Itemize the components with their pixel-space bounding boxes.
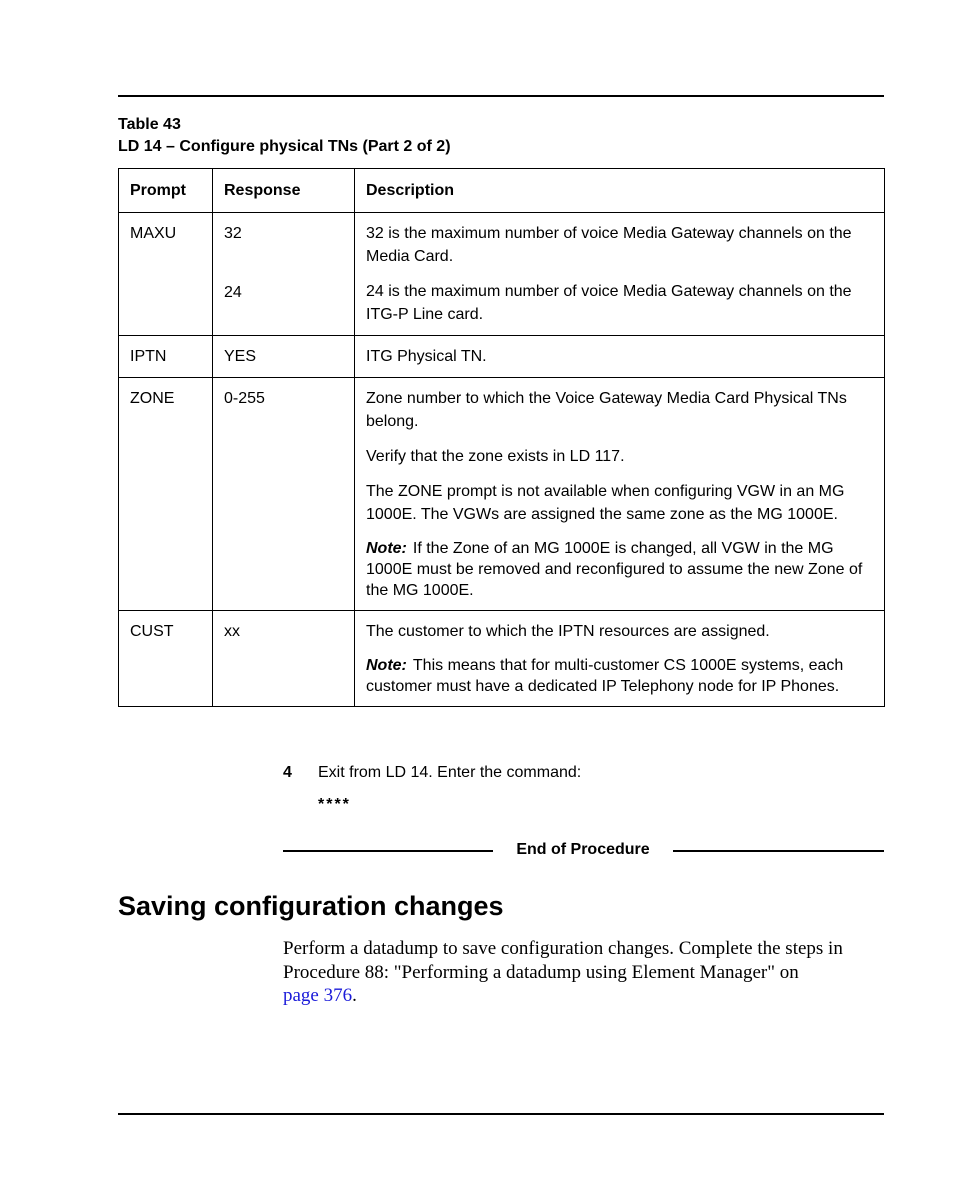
- response-cell: YES: [213, 336, 355, 378]
- description-cell: [355, 378, 885, 611]
- step-text: Exit from LD 14. Enter the command:: [318, 764, 582, 781]
- table-row: [119, 611, 885, 707]
- response-cell: xx: [213, 611, 355, 707]
- description-cell: [355, 213, 885, 336]
- header-prompt: Prompt: [119, 169, 213, 213]
- table-caption: [118, 114, 451, 158]
- description-text: Verify that the zone exists in LD 117.: [366, 448, 625, 465]
- page-link[interactable]: page 376: [283, 985, 353, 1006]
- description-text: 24 is the maximum number of voice Media Gateway channels on the ITG-P Line card.: [366, 283, 852, 323]
- step-command: ****: [318, 796, 351, 813]
- note-text: This means that for multi-customer CS 1000E systems, each customer must have a dedicated IP Telephony node for IP Phones.: [366, 657, 844, 695]
- note-label: Note:: [366, 657, 407, 674]
- section-paragraph: [283, 937, 883, 1008]
- note-label: Note:: [366, 540, 407, 557]
- header-rule: [118, 95, 884, 97]
- table-row: [119, 336, 885, 378]
- description-text: The customer to which the IPTN resources are assigned.: [366, 623, 770, 640]
- note-text: If the Zone of an MG 1000E is changed, all VGW in the MG 1000E must be removed and reconfigured to assume the new Zone of the MG 1000E.: [366, 540, 863, 599]
- header-response: Response: [213, 169, 355, 213]
- prompt-cell: CUST: [119, 611, 213, 707]
- description-cell: ITG Physical TN.: [355, 336, 885, 378]
- table-row: [119, 213, 885, 336]
- paragraph-text: Perform a datadump to save configuration changes. Complete the steps in Procedure 88: "Performing a datadump using Element Manager" on: [283, 938, 843, 983]
- prompt-cell: IPTN: [119, 336, 213, 378]
- footer-rule: [118, 1113, 884, 1115]
- table-title: LD 14 – Configure physical TNs (Part 2 of 2): [118, 138, 451, 155]
- prompt-cell: ZONE: [119, 378, 213, 611]
- description-cell: [355, 611, 885, 707]
- note: [366, 655, 873, 697]
- configure-tns-table: [118, 168, 885, 707]
- end-of-procedure-rule-right: [673, 850, 884, 852]
- description-text: 32 is the maximum number of voice Media Gateway channels on the Media Card.: [366, 225, 852, 265]
- end-of-procedure-rule-left: [283, 850, 493, 852]
- description-text: The ZONE prompt is not available when configuring VGW in an MG 1000E. The VGWs are assigned the same zone as the MG 1000E.: [366, 483, 845, 523]
- response-value: 24: [224, 284, 242, 301]
- note: [366, 538, 873, 601]
- response-cell: 0-255: [213, 378, 355, 611]
- table-row: [119, 378, 885, 611]
- end-of-procedure-label: End of Procedure: [516, 841, 650, 858]
- response-value: 32: [224, 225, 242, 242]
- description-text: Zone number to which the Voice Gateway Media Card Physical TNs belong.: [366, 390, 847, 430]
- step-number: 4: [283, 764, 292, 781]
- table-header-row: [119, 169, 885, 213]
- paragraph-trailing: .: [352, 985, 357, 1006]
- section-title: Saving configuration changes: [118, 891, 504, 921]
- prompt-cell: MAXU: [119, 213, 213, 336]
- header-description: Description: [355, 169, 885, 213]
- table-number: Table 43: [118, 116, 181, 133]
- response-cell: [213, 213, 355, 336]
